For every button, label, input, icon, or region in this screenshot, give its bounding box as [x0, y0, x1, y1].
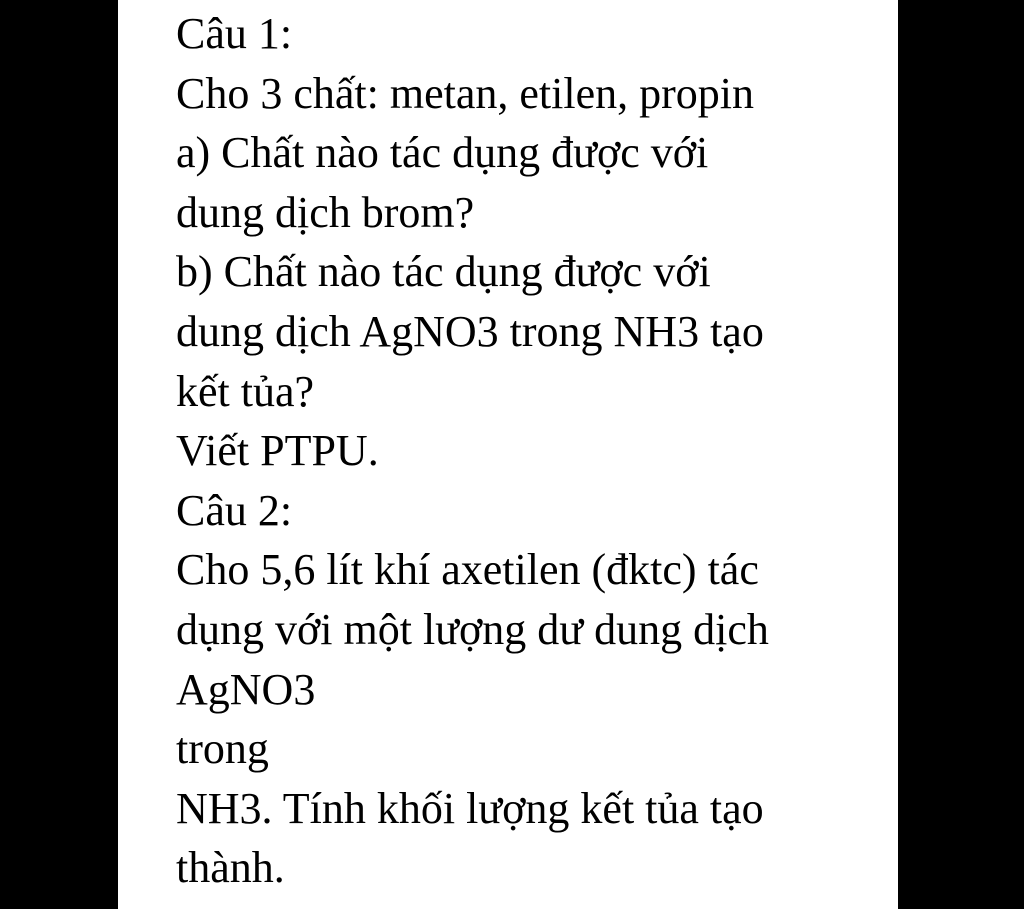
question-1-intro: Cho 3 chất: metan, etilen, propin	[176, 68, 754, 118]
question-1a-line-1: a) Chất nào tác dụng được với	[176, 128, 709, 178]
question-2-line-1: Cho 5,6 lít khí axetilen (đktc) tác	[176, 545, 759, 595]
document-page	[118, 0, 898, 909]
heading-cau-2: Câu 2:	[176, 485, 293, 535]
question-1b-line-2: dung dịch AgNO3 trong NH3 tạo	[176, 306, 764, 356]
question-2-line-3: AgNO3	[176, 664, 316, 714]
question-1b-line-3: kết tủa?	[176, 366, 315, 416]
question-2-line-4: trong	[176, 724, 269, 774]
document-text	[176, 4, 891, 898]
question-1b-line-1: b) Chất nào tác dụng được với	[176, 247, 711, 297]
question-2-line-5: NH3. Tính khối lượng kết tủa tạo	[176, 783, 764, 833]
question-2-line-6: thành.	[176, 843, 285, 893]
question-1a-line-2: dung dịch brom?	[176, 187, 475, 237]
heading-cau-1: Câu 1:	[176, 9, 293, 58]
question-1-instruction: Viết PTPU.	[176, 426, 379, 476]
question-2-line-2: dụng với một lượng dư dung dịch	[176, 604, 769, 654]
